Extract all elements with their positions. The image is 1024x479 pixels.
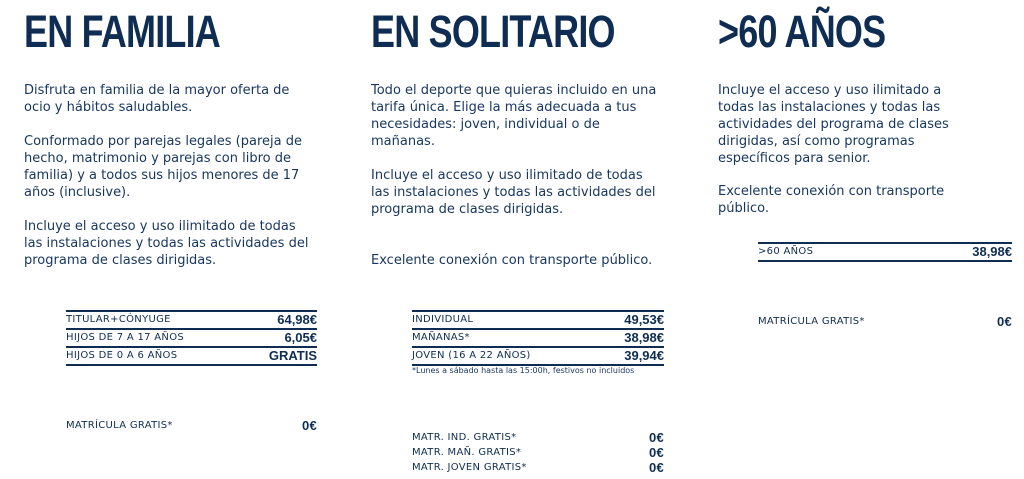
matricula-value: 0€ <box>648 460 664 475</box>
price-row <box>412 310 664 330</box>
price-label: >60 AÑOS <box>758 246 814 257</box>
matricula-label: MATRÍCULA GRATIS* <box>66 420 173 431</box>
plan-title: EN SOLITARIO <box>371 6 615 57</box>
matricula-label: MATR. MAÑ. GRATIS* <box>412 447 522 458</box>
matricula-value: 0€ <box>648 430 664 445</box>
price-value: 38,98€ <box>624 330 664 345</box>
plan-description: Incluye el acceso y uso ilimitado de todas las instalaciones y todas las actividades del programa de clases dirigidas. <box>371 168 656 217</box>
matricula-label: MATR. JOVEN GRATIS* <box>412 462 527 473</box>
plan-description: Disfruta en familia de la mayor oferta de ocio y hábitos saludables. <box>24 83 290 115</box>
price-table <box>758 242 1012 262</box>
matricula-label: MATR. IND. GRATIS* <box>412 432 517 443</box>
plan-description: Incluye el acceso y uso ilimitado a todas las instalaciones y todas las actividades del programa de clases dirigidas, así como programas específicos para senior. <box>718 83 949 166</box>
plan-description: Conformado por parejas legales (pareja de hecho, matrimonio y parejas con libro de familia) y a todos sus hijos menores de 17 años (inclusive). <box>24 134 302 200</box>
price-row <box>66 348 317 366</box>
price-table <box>412 310 664 366</box>
matricula-row <box>758 314 1012 330</box>
price-row <box>758 242 1012 262</box>
price-label: INDIVIDUAL <box>412 314 474 325</box>
price-row <box>66 310 317 330</box>
price-label: MAÑANAS* <box>412 332 470 343</box>
price-value: 39,94€ <box>624 348 664 363</box>
matricula-row <box>412 430 664 446</box>
matricula-value: 0€ <box>996 314 1012 329</box>
plan-description: Todo el deporte que quieras incluido en una tarifa única. Elige la más adecuada a tus necesidades: joven, individual o de mañanas. <box>371 83 657 149</box>
price-row <box>412 330 664 348</box>
price-row <box>412 348 664 366</box>
price-value: 64,98€ <box>277 312 317 327</box>
plan-description: Incluye el acceso y uso ilimitado de todas las instalaciones y todas las actividades del programa de clases dirigidas. <box>24 219 309 268</box>
price-value: 49,53€ <box>624 312 664 327</box>
matricula-row <box>412 460 664 476</box>
price-value: 38,98€ <box>972 244 1012 259</box>
plan-description: Excelente conexión con transporte público. <box>371 253 653 268</box>
plan-description: Excelente conexión con transporte público. <box>718 184 945 216</box>
matricula-row <box>412 445 664 461</box>
price-footnote: *Lunes a sábado hasta las 15:00h, festivos no incluidos <box>412 366 635 375</box>
matricula-value: 0€ <box>301 418 317 433</box>
price-label: HIJOS DE 7 A 17 AÑOS <box>66 332 185 343</box>
matricula-label: MATRÍCULA GRATIS* <box>758 316 865 327</box>
price-label: JOVEN (16 A 22 AÑOS) <box>412 350 531 361</box>
plan-title: EN FAMILIA <box>24 6 220 57</box>
price-value: GRATIS <box>268 348 317 363</box>
matricula-row <box>66 418 317 434</box>
price-row <box>66 330 317 348</box>
price-value: 6,05€ <box>284 330 317 345</box>
price-table <box>66 310 317 366</box>
matricula-value: 0€ <box>648 445 664 460</box>
plan-title: >60 AÑOS <box>718 6 886 57</box>
price-label: HIJOS DE 0 A 6 AÑOS <box>66 350 178 361</box>
price-label: TITULAR+CÓNYUGE <box>66 314 171 325</box>
